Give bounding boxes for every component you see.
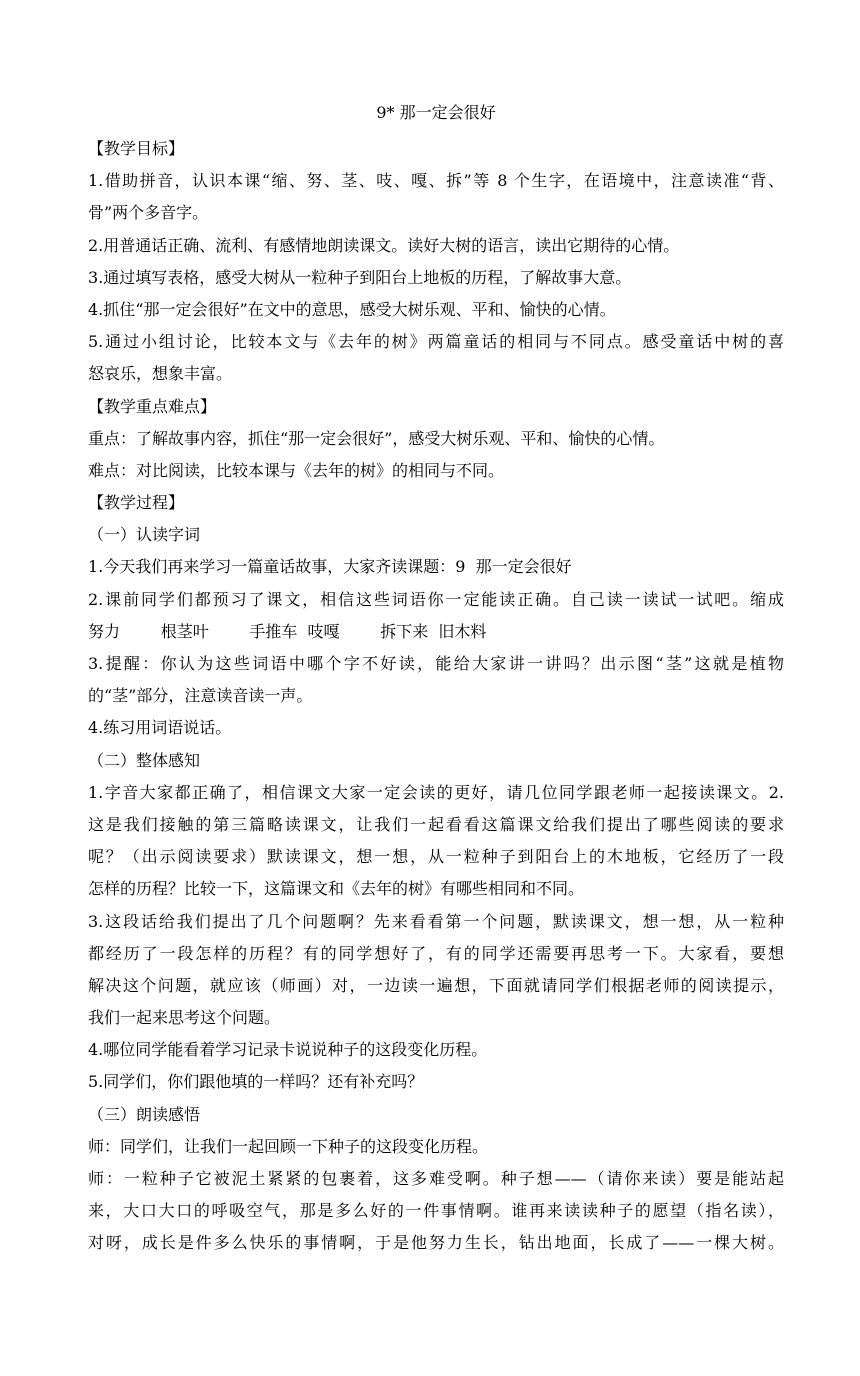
text-line: 难点：对比阅读，比较本课与《去年的树》的相同与不同。 [88,460,505,480]
text-line: 【教学重点难点】 [88,396,217,416]
text-line: （三）朗读感悟 [88,1104,201,1124]
text-line: 1.字音大家都正确了，相信课文大家一定会读的更好，请几位同学跟老师一起接读课文。2. [88,782,784,802]
text-line: 怒哀乐，想象丰富。 [88,364,233,384]
text-line: 4.哪位同学能看着学习记录卡说说种子的这段变化历程。 [88,1040,488,1060]
text-line: 【教学目标】 [88,139,185,158]
document-title: 9* 那一定会很好 [376,103,496,122]
text-line: 5.通过小组讨论，比较本文与《去年的树》两篇童话的相同与不同点。感受童话中树的喜 [88,332,784,352]
document-body [88,133,784,1260]
text-line: 4.练习用词语说话。 [88,718,232,738]
text-line: （二）整体感知 [88,750,201,770]
text-line: 4.抓住“那一定会很好”在文中的意思，感受大树乐观、平和、愉快的心情。 [88,299,616,319]
text-line: 解决这个问题，就应该（师画）对，一边读一遍想，下面就请同学们根据老师的阅读提示， [88,975,784,995]
text-line: 1.今天我们再来学习一篇童话故事，大家齐读课题：9 那一定会很好 [88,557,572,577]
text-line: 5.同学们，你们跟他填的一样吗？还有补充吗？ [88,1072,424,1092]
text-line: 对呀，成长是件多么快乐的事情啊，于是他努力生长，钻出地面，长成了——一棵大树。 [88,1233,784,1253]
text-line: 都经历了一段怎样的历程？有的同学想好了，有的同学还需要再思考一下。大家看，要想 [88,943,784,963]
text-line: 骨”两个多音字。 [88,203,209,223]
text-line: 我们一起来思考这个问题。 [88,1008,281,1028]
text-line: 师：同学们，让我们一起回顾一下种子的这段变化历程。 [88,1136,489,1156]
text-line: 的“茎”部分，注意读音读一声。 [88,686,313,706]
text-line: 【教学过程】 [88,493,185,513]
text-line: 3.通过填写表格，感受大树从一粒种子到阳台上地板的历程，了解故事大意。 [88,267,632,287]
text-line: 努力 根茎叶 手推车 吱嘎 拆下来 旧木料 [88,621,487,641]
text-line: 2.用普通话正确、流利、有感情地朗读课文。读好大树的语言，读出它期待的心情。 [88,235,680,255]
text-line: 呢？（出示阅读要求）默读课文，想一想，从一粒种子到阳台上的木地板，它经历了一段 [88,847,784,867]
text-line: （一）认读字词 [88,525,201,545]
text-line: 师：一粒种子它被泥土紧紧的包裹着，这多难受啊。种子想——（请你来读）要是能站起 [88,1169,784,1188]
text-line: 2.课前同学们都预习了课文，相信这些词语你一定能读正确。自己读一读试一试吧。缩成 [88,589,784,609]
text-line: 1.借助拼音，认识本课“缩、努、茎、吱、嘎、拆”等 8 个生字，在语境中，注意读准“背、 [88,171,784,191]
text-line: 3.提醒：你认为这些词语中哪个字不好读，能给大家讲一讲吗？出示图“茎”这就是植物 [88,654,784,673]
text-line: 来，大口大口的呼吸空气，那是多么好的一件事情啊。谁再来读读种子的愿望（指名读）， [88,1201,784,1221]
text-line: 怎样的历程？比较一下，这篇课文和《去年的树》有哪些相同和不同。 [88,879,585,899]
text-line: 重点：了解故事内容，抓住“那一定会很好”，感受大树乐观、平和、愉快的心情。 [88,428,665,448]
text-line: 这是我们接触的第三篇略读课文，让我们一起看看这篇课文给我们提出了哪些阅读的要求 [88,814,784,834]
text-line: 3.这段话给我们提出了几个问题啊？先来看看第一个问题，默读课文，想一想，从一粒种 [88,911,784,931]
